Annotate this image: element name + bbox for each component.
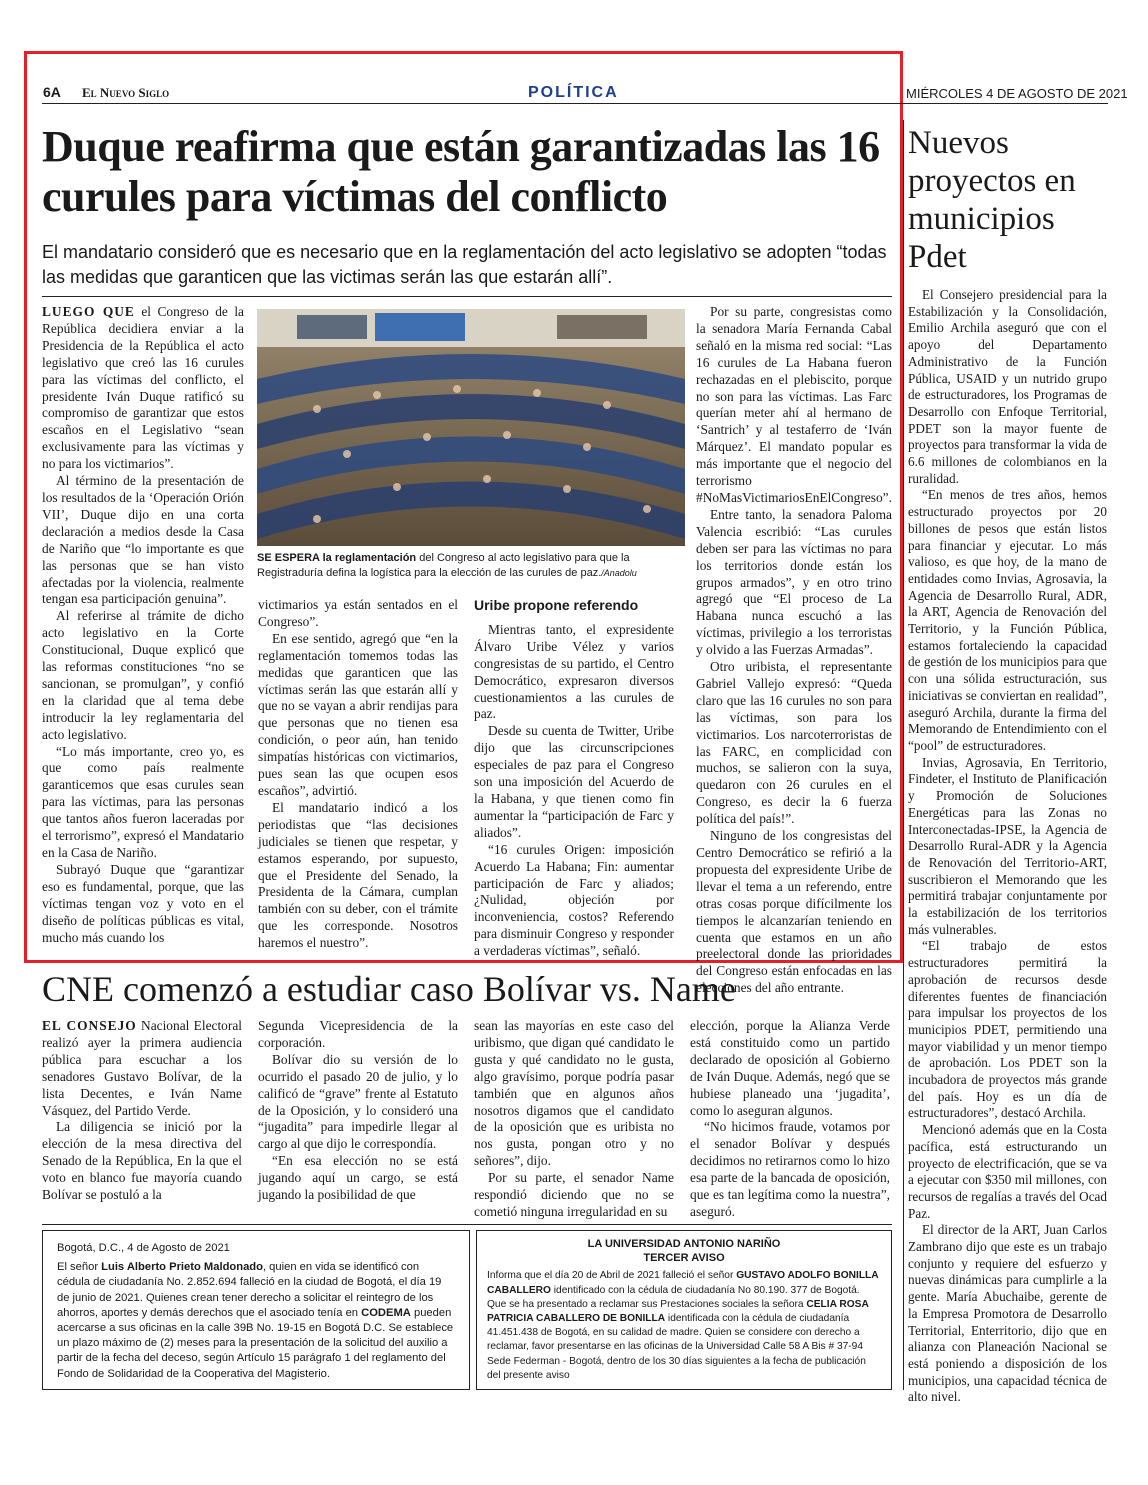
paragraph: Entre tanto, la senadora Paloma Valencia escribió: “Las curules deben ser para las víctimas no para los territorios donde están los grupos armados”, y en otro trino agregó que “El proceso de La Habana nunca escuchó a las víctimas, privilegio a los terroristas y olvido a las Fuerzas Armadas”. [696, 506, 892, 658]
caption-lead: SE ESPERA la reglamentación [257, 552, 417, 564]
main-column-1 [42, 304, 244, 946]
organization-name: CODEMA [361, 1306, 411, 1319]
paragraph: “En menos de tres años, hemos estructurado proyectos por 20 billones de pesos que están listos para financiar y ejecutar. Lo más valioso, es que hoy, de la mano de entidades como Invias, Agrosavia, la Agencia de Desarrollo Rural, ADR, la ART, Agencia de Renovación del Territorio, y la Función Pública, estamos fortaleciendo la capacidad de gestión de los municipios para que con una sólida estructuración, sus iniciativas se conviertan en realidad”, aseguró Archila, durante la firma del Memorando de Entendimiento con el “pool” de estructuradores. [908, 487, 1107, 753]
paragraph: La diligencia se inició por la elección de la mesa directiva del Senado de la República, En la que el voto en blanco fue mayoría cuando Bolívar se postuló a la [42, 1119, 242, 1203]
sidebar-headline: Nuevos proyectos en municipios Pdet [908, 125, 1076, 275]
cne-column-1 [42, 1018, 242, 1204]
sidebar-column [908, 287, 1107, 1406]
paragraph: Subrayó Duque que “garantizar eso es fundamental, porque, que las víctimas tengan voz y voto en el diseño de políticas públicas es vital, mucho más cuando los [42, 861, 244, 945]
cne-column-2 [258, 1018, 458, 1204]
paragraph: sean las mayorías en este caso del uribismo, que digan qué candidato le gusta y qué candidato no le gusta, algo gravísimo, porque podría pasar también que en algunos años nosotros digamos que el candidato de la oposición que es uribista no nos gusta, pongan otro y no señores”, dijo. [474, 1018, 674, 1169]
notice-body: Informa que el día 20 de Abril de 2021 falleció el señor GUSTAVO ADOLFO BONILLA CABALLERO identificado con la cédula de ciudadanía No 80.190. 377 de Bogotá. Que se ha presentado a reclamar sus Prestaciones sociales la señora CELIA ROSA PATRICIA CABALLERO DE BONILLA identificada con la cédula de ciudadanía 41.451.438 de Bogotá, en su calidad de madre. Quien se considere con derecho a reclamar, favor presentarse en las oficinas de la Universidad Calle 58 A Bis # 37-94 Sede Federman - Bogotá, dentro de los 30 días siguientes a la fecha de publicación del presente aviso [487, 1270, 879, 1381]
paragraph: Por su parte, el senador Name respondió diciendo que no se cometió ninguna irregularidad en su [474, 1170, 674, 1219]
main-column-3 [474, 597, 674, 960]
header-rule [42, 103, 1108, 104]
newspaper-name: El Nuevo Siglo [82, 85, 170, 100]
section-name: POLÍTICA [528, 84, 619, 101]
main-deck: El mandatario consideró que es necesario que en la reglamentación del acto legislativo se adopten “todas las medidas que garanticen que las victimas serán las que estarán allí”. [42, 242, 887, 287]
cne-column-4 [690, 1018, 890, 1221]
paragraph: elección, porque la Alianza Verde está constituido como un partido declarado de oposición al Gobierno de Iván Duque. Además, negó que se hubiese planeado una ‘jugadita’, como lo aseguran algunos. [690, 1018, 890, 1118]
claimant-name: CELIA ROSA PATRICIA CABALLERO DE BONILLA [487, 1298, 869, 1325]
paragraph: “En esa elección no se está jugando aquí un cargo, se está jugando la posibilidad de que [258, 1153, 458, 1203]
notice-date: Bogotá, D.C., 4 de Agosto de 2021 [57, 1242, 230, 1254]
paragraph: “No hicimos fraude, votamos por el senador Bolívar y después decidimos no retirarnos como lo hizo esa parte de la bancada de oposición, que es tan legítima como la nuestra”, aseguró. [690, 1119, 890, 1219]
paragraph: victimarios ya están sentados en el Congreso”. [258, 597, 458, 629]
paragraph: Otro uribista, el representante Gabriel Vallejo expresó: “Queda claro que las 16 curules no son para las víctimas, son para los victimarios. Los narcoterroristas de las FARC, en complicidad con muchos, se salieron con la suya, quedaron con 26 curules en el Congreso, es decir la 6 fuerza política del país!”. [696, 659, 892, 827]
lead-word: EL CONSEJO [42, 1018, 137, 1033]
deceased-name: Luis Alberto Prieto Maldonado [101, 1261, 263, 1274]
photo-credit: /Anadolu [601, 568, 637, 578]
photo-caption [257, 551, 685, 581]
lead-word: LUEGO QUE [42, 304, 135, 319]
caption-text: del Congreso al acto legislativo para que la Registraduría defina la logística para la elección de las curules de paz. [257, 552, 630, 579]
page-number: 6A [43, 84, 61, 100]
paragraph: Nacional Electoral realizó ayer la primera audiencia pública para escuchar a los senadores Gustavo Bolívar, de la lista Decentes, e Iván Name Vásquez, del Partido Verde. [42, 1018, 243, 1118]
paragraph: Segunda Vicepresidencia de la corporación. [258, 1018, 458, 1050]
sidebar-rule [903, 120, 904, 1390]
deck-rule [42, 296, 892, 297]
congress-photo [257, 309, 685, 546]
paragraph: Ninguno de los congresistas del Centro Democrático se refirió a la propuesta del expresidente Uribe de llevar el tema a un referendo, entre otras cosas porque difícilmente los tiempos le alcanzarían teniendo en cuenta que estamos en un año preelectoral donde las prioridades del Congreso están enfocadas en las elecciones del año entrante. [696, 828, 892, 996]
notice-universidad [476, 1230, 892, 1390]
paragraph: El director de la ART, Juan Carlos Zambrano dijo que este es un trabajo conjunto y requiere del esfuerzo y nuevas dinámicas para cumplirle a la gente. María Abuchaibe, gerente de la Empresa Promotora de Desarrollo Territorial, Enterritorio, dijo que en alianza con Planeación Nacional se está poniendo a disposición de los municipios, una capacidad técnica de alto nivel. [908, 1222, 1107, 1405]
congress-hall-image [257, 309, 685, 546]
paragraph: Bolívar dio su versión de lo ocurrido el pasado 20 de julio, y lo calificó de “grave” frente al Estatuto de la Oposición, y lo consideró una “jugadita” para impedirle llegar al cargo al que dijo le correspondía. [258, 1051, 458, 1152]
notice-body: El señor Luis Alberto Prieto Maldonado, quien en vida se identificó con cédula de ciudadanía No. 2.852.694 falleció en la ciudad de Bogotá, el día 19 de junio de 2021. Quienes crean tener derecho a solicitar el reintegro de los ahorros, aportes y demás derechos que el asociado tenía en CODEMA pueden acercarse a sus oficinas en la calle 39B No. 19-15 en Bogotá D.C. Se establece un plazo máximo de (2) meses para la presentación de la solicitud del auxilio a partir de la fecha del deceso, según Artículo 15 parágrafo 1 del reglamento del Fondo de Solidaridad de la Cooperativa del Magisterio. [57, 1261, 454, 1380]
notice-title: LA UNIVERSIDAD ANTONIO NARIÑO [587, 1238, 781, 1250]
notice-subtitle: TERCER AVISO [643, 1252, 725, 1265]
main-column-2 [258, 597, 458, 952]
notice-codema [42, 1230, 470, 1390]
paragraph: El mandatario indicó a los periodistas que “las decisiones judiciales se tienen que respetar, y estamos esperando, por supuesto, que el Presidente del Senado, la Presidenta de la Cámara, cumplan también con su deber, con el trámite que les corresponde. Nosotros haremos el nuestro”. [258, 799, 458, 951]
main-headline: Duque reafirma que están garantizadas las 16 curules para víctimas del conflicto [42, 122, 880, 221]
paragraph: “16 curules Origen: imposición Acuerdo La Habana; Fin: aumentar participación de Farc y aliados; ¿Nulidad, objeción por inconveniencia, costos? Referendo para disminuir Congreso y responder a verdaderas víctimas”, señaló. [474, 841, 674, 959]
paragraph: Mientras tanto, el expresidente Álvaro Uribe Vélez y varios congresistas de su partido, el Centro Democrático, expresaron diversos cuestionamientos a las curules de paz. [474, 621, 674, 722]
paragraph: “El trabajo de estos estructuradores permitirá la aprobación de recursos desde diferentes fuentes de financiación para impulsar los proyectos de los municipios PDET, permitiendo una mayor viabilidad y un menor tiempo de aprobación. Los PDET son la incubadora de proyectos más grande del país. Hoy es un día de estructuradores”, destacó Archila. [908, 938, 1107, 1121]
paragraph: Desde su cuenta de Twitter, Uribe dijo que las circunscripciones especiales de paz para el Congreso son una imposición del Acuerdo de la Habana, y que tienen como fin aumentar la “participación de Farc y aliados”. [474, 723, 674, 840]
paragraph: En ese sentido, agregó que “en la reglamentación tomemos todas las medidas que garanticen que las víctimas serán las que estarán allí y que no se vayan a abrir rendijas para que personas que no tienen esa condición, o peor aún, han tenido simpatías históricas con victimarios, pues sean las que ocupen esos escaños”, advirtió. [258, 630, 458, 798]
paragraph: Por su parte, congresistas como la senadora María Fernanda Cabal señaló en la misma red social: “Las 16 curules de La Habana fueron rechazadas en el plebiscito, porque no son para las víctimas. Las Farc querían meter ahí al hermano de ‘Santrich’ y al testaferro de ‘Iván Márquez’. El mandato popular es más importante que el negocio del terrorismo #NoMasVictimariosEnElCongreso”. [696, 304, 892, 505]
cne-bottom-rule [42, 1224, 892, 1225]
issue-date: MIÉRCOLES 4 DE AGOSTO DE 2021 [906, 86, 1128, 101]
paragraph: El Consejero presidencial para la Estabilización y la Consolidación, Emilio Archila aseguró que con el apoyo del Departamento Administrativo de la Función Pública, USAID y un nutrido grupo de estructuradores, los Programas de Desarrollo con Enfoque Territorial, PDET son la mayor fuente de proyectos para transformar la vida de 6.6 millones de colombianos en la ruralidad. [908, 287, 1107, 486]
paragraph: Invias, Agrosavia, En Territorio, Findeter, el Instituto de Planificación y Promoción de Soluciones Energéticas para las Zonas no Interconectadas-IPSE, la Agencia de Desarrollo Rural-ADR y la Agencia de Renovación del Territorio-ART, suscribieron el Memorando que les permitirá trabajar conjuntamente por la estabilización de los territorios más vulnerables. [908, 754, 1107, 937]
paragraph: “Lo más importante, creo yo, es que como país realmente garanticemos que esas curules sean para las víctimas, para las personas que tantos años fueron laceradas por el terrorismo”, expresó el Mandatario en la Casa de Nariño. [42, 743, 244, 860]
subheading: Uribe propone referendo [474, 597, 639, 613]
paragraph: el Congreso de la República decidiera enviar a la Presidencia de la República el acto legislativo que creó las 16 curules para las víctimas del conflicto, el presidente Iván Duque ratificó su compromiso de garantizar que estos escaños en el Legislativo “sean exclusivamente para las víctimas y no para los victimarios”. [42, 304, 245, 472]
paragraph: Mencionó además que en la Costa pacífica, está estructurando un proyecto de electrificación, que se va a ejecutar con $350 mil millones, con recursos de regalías a través del Ocad Paz. [908, 1122, 1107, 1221]
cne-headline: CNE comenzó a estudiar caso Bolívar vs. Name [42, 969, 736, 1009]
paragraph: Al referirse al trámite de dicho acto legislativo en la Corte Constitucional, Duque explicó que las reformas constituciones “no se sancionan, se promulgan”, y confió en la claridad que al tema debe introducir la ley reglamentaria del acto legislativo. [42, 608, 244, 742]
paragraph: Al término de la presentación de los resultados de la ‘Operación Orión VII’, Duque dijo en una corta declaración a medios desde la Casa de Nariño que “lo importante es que las personas que se han visto afectadas por la violencia, realmente tengan esa participación genuina”. [42, 473, 244, 607]
main-column-4 [696, 304, 892, 997]
cne-column-3 [474, 1018, 674, 1221]
deceased-name: GUSTAVO ADOLFO BONILLA CABALLERO [487, 1270, 879, 1296]
